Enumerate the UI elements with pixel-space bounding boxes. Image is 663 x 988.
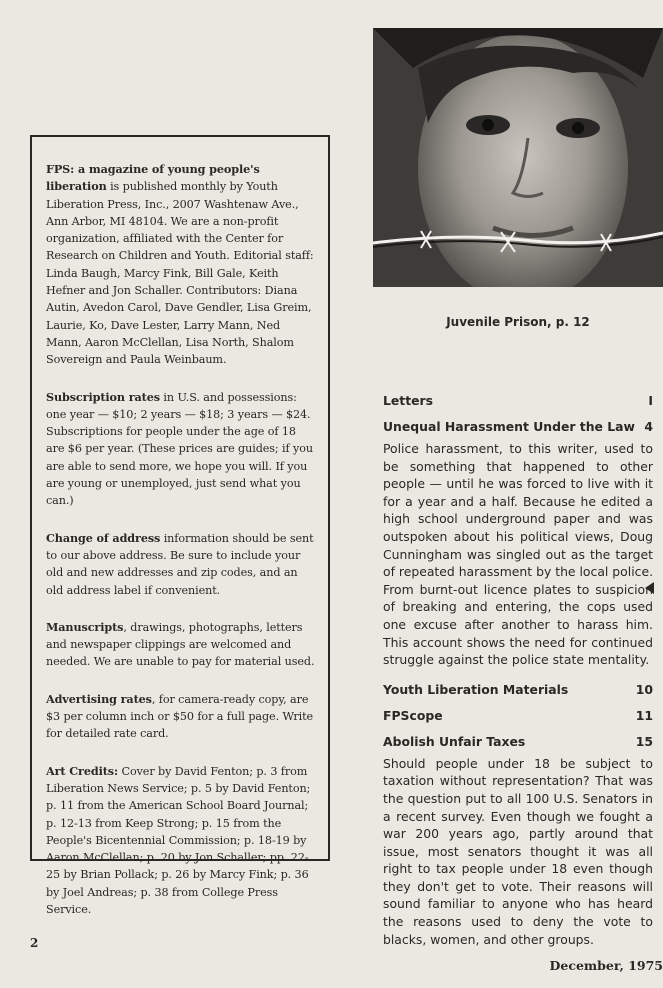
toc-item-taxes[interactable]: [383, 729, 653, 755]
issue-date: December, 1975: [549, 958, 663, 973]
masthead-intro: FPS: a magazine of young people's liberation is published monthly by Youth Liberation Press, Inc., 2007 Washtenaw Ave., Ann Arbor, MI 48104. We are a non-profit organization, affiliated with the Center for Research on Children and Youth. Editorial staff: Linda Baugh, Marcy Fink, Bill Gale, Keith Hefner and Jon Schaller. Contributors: Diana Autin, Avedon Carol, Dave Gendler, Lisa Greim, Laurie, Ko, Dave Lester, Larry Mann, Ned Mann, Aaron McClellan, Lisa North, Shalom Sovereign and Paula Weinbaum.: [46, 162, 314, 367]
margin-arrow-icon: [645, 582, 654, 594]
toc-item-letters[interactable]: [383, 388, 653, 414]
toc-title: Letters: [383, 393, 434, 408]
toc-page: 10: [635, 681, 653, 697]
toc-title: Youth Liberation Materials: [383, 681, 569, 697]
toc-description: Police harassment, to this writer, used to be something that happened to other people — until he was forced to live with it for a year and a half. Because he edited a high school underground paper and was outspoken about his political views, Doug Cunningham was singled out as the target of repeated harassment by the local police. From burnt-out licence plates to suspicion of breaking and entering, the cops used one excuse after another to harass him. This account shows the need for continued struggle against the police state mentality.: [383, 441, 654, 668]
toc-title: Abolish Unfair Taxes: [383, 733, 526, 749]
masthead-box: [30, 135, 330, 916]
toc-description: Should people under 18 be subject to taxation without representation? That was the question put to all 100 U.S. Senators in a recent survey. Even though we fought a war 200 years ago, partly around that issue, most senators thought it was all right to tax people under 18 even though they don't get to vote. Their reasons will sound familiar to anyone who has heard the reasons used to deny the vote to blacks, women, and other groups.: [383, 755, 653, 947]
toc-page: 4: [644, 419, 653, 434]
toc-title: FPScope: [383, 707, 443, 723]
toc-item-harassment[interactable]: [383, 414, 653, 440]
photo-caption: Juvenile Prison, p. 12: [446, 315, 590, 329]
manuscripts-info: Manuscripts, drawings, photographs, letters and newspaper clippings are welcomed and needed. We are unable to pay for material used.: [46, 619, 315, 669]
portrait-image: [373, 28, 663, 287]
art-credits: Art Credits: Cover by David Fenton; p. 3 from Liberation News Service; p. 5 by David Fenton; p. 11 from the American School Board Journal; p. 12-13 from Keep Strong; p. 15 from the People's Bicentennial Commission; p. 18-19 by Aaron McClellan; p. 20 by Jon Schaller; pp. 22-25 by Brian Pollack; p. 26 by Marcy Fink; p. 36 by Joel Andreas; p. 38 from College Press Service.: [46, 763, 311, 916]
subscription-info: Subscription rates in U.S. and possessions: one year — $10; 2 years — $18; 3 years — $24. Subscriptions for people under the age of 18 are $6 per year. (These prices are guides; if you are able to send more, we hope you will. If you are young or unemployed, just send what you can.): [46, 389, 313, 508]
juvenile-prison-photo: [373, 28, 663, 287]
toc-page: 11: [635, 707, 653, 723]
advertising-info: Advertising rates, for camera-ready copy, are $3 per column inch or $50 for a full page. Write for detailed rate card.: [46, 691, 314, 741]
table-of-contents: [383, 388, 653, 956]
toc-page: 15: [635, 733, 653, 749]
page-number: 2: [30, 936, 39, 950]
toc-item-materials[interactable]: [383, 677, 653, 703]
toc-page: I: [648, 393, 653, 408]
address-info: Change of address information should be sent to our above address. Be sure to include your old and new addresses and zip codes, and an old address label if convenient.: [46, 530, 314, 597]
toc-item-fpscope[interactable]: [383, 703, 653, 729]
toc-title: Unequal Harassment Under the Law: [383, 419, 635, 434]
